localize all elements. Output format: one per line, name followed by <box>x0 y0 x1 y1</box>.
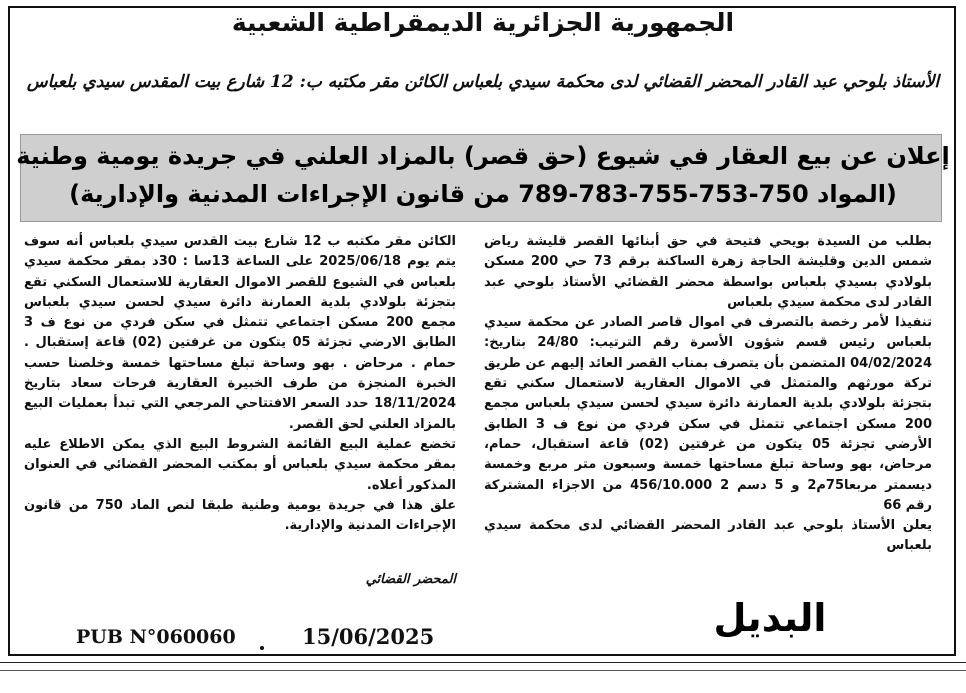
right-column <box>484 232 932 557</box>
signature: المحضر القضائي <box>365 572 456 587</box>
bailiff-line: الأستاذ بلوحي عبد القادر المحضر القضائي لدى محكمة سيدي بلعباس الكائن مقر مكتبه ب: 12 شارع بيت المقدس سيدي بلعباس <box>26 72 940 92</box>
headline-title: إعلان عن بيع العقار في شيوع (حق قصر) بالمزاد العلني في جريدة يومية وطنية <box>16 142 950 170</box>
left-column <box>24 232 456 536</box>
republic-title: الجمهورية الجزائرية الديمقراطية الشعبية <box>231 8 735 37</box>
newspaper-name: البديل <box>713 596 827 640</box>
left-paragraph-publication: علق هذا في جريدة يومية وطنية طبقا لنص الماد 750 من قانون الإجراءات المدنية والإدارية. <box>24 497 456 534</box>
left-paragraph-sale: الكائن مقر مكتبه ب 12 شارع بيت القدس سيدي بلعباس أنه سوف يتم يوم 2025/06/18 على الساعة 13سا : 30د بمقر محكمة سيدي بلعباس في الشيوع للقصر الاموال العقارية للاستعمال السكني تقع بتجزئة بلولادي بلدية العمارنة دائرة سيدي لحسن سيدي بلعباس مجمع 200 مسكن اجتماعي تتمثل في سكن فردي من نوع ف 3 الطابق الارضي تجزئة 05 يتكون من غرفتين (02) قاعة إستقبال . حمام . مرحاض . بهو وساحة تبلغ مساحتها خمسة وخلصنا حسب الخبرة المنجزة من طرف الخبيرة العقارية فرحات سعاد بتاريخ 18/11/2024 حدد السعر الافتتاحي المرجعي التي تبدأ بعمليات البيع بالمزاد العلني لحق القصر. <box>24 234 457 432</box>
bottom-rule-thin <box>0 670 966 671</box>
pub-number: PUB N°060060 <box>76 626 236 648</box>
right-paragraph-announce: يعلن الأستاذ بلوحي عبد القادر المحضر القضائي لدى محكمة سيدي بلعباس <box>484 518 932 554</box>
right-paragraph-order: تنفيذا لأمر رخصة بالتصرف في اموال قاصر الصادر عن محكمة سيدي بلعباس رئيس قسم شؤون الأسرة رقم الترتيب: 24/80 بتاريخ: 04/02/2024 المتضمن بأن يتصرف بمناب القصر العائد إليهم عن طريق تركة مورثهم والمتمثل في الاموال العقارية لاستعمال سكني تقع بتجزئة بلولادي بلدية العمارنة دائرة سيدي لحسن سيدي بلعباس مجمع 200 مسكن اجتماعي تتمثل في سكن فردي من نوع ف 3 الطابق الأرضي تجزئة 05 يتكون من غرفتين (02) قاعة استقبال، حمام، مرحاض، بهو وساحة تبلغ مساحتها خمسة وسبعون متر مربع وخمسة ديسمتر مربعا75م2 و 5 دسم 2 456/10.000 من الاجزاء المشتركة رقم 66 <box>484 315 933 513</box>
separator-dot <box>260 646 264 650</box>
headline-articles: (المواد 750-753-755-783-789 من قانون الإجراءات المدنية والإدارية) <box>69 180 897 208</box>
publication-date: 15/06/2025 <box>302 624 435 649</box>
right-paragraph-request: بطلب من السيدة بويحي فتيحة في حق أبنائها القصر قليشة رياض شمس الدين وقليشة الحاجة زهرة الساكنة برقم 73 حي 200 مسكن بلولادي بسيدي بلعباس بواسطة محضر القضائي الأستاذ بلوحي عبد القادر لدى محكمة سيدي بلعباس <box>484 234 932 310</box>
bottom-rule <box>0 662 966 663</box>
left-paragraph-conditions: تخضع عملية البيع القائمة الشروط البيع الذي يمكن الاطلاع عليه بمقر محكمة سيدي بلعباس أو بمكتب المحضر القضائي في العنوان المذكور أعلاه. <box>24 436 456 493</box>
